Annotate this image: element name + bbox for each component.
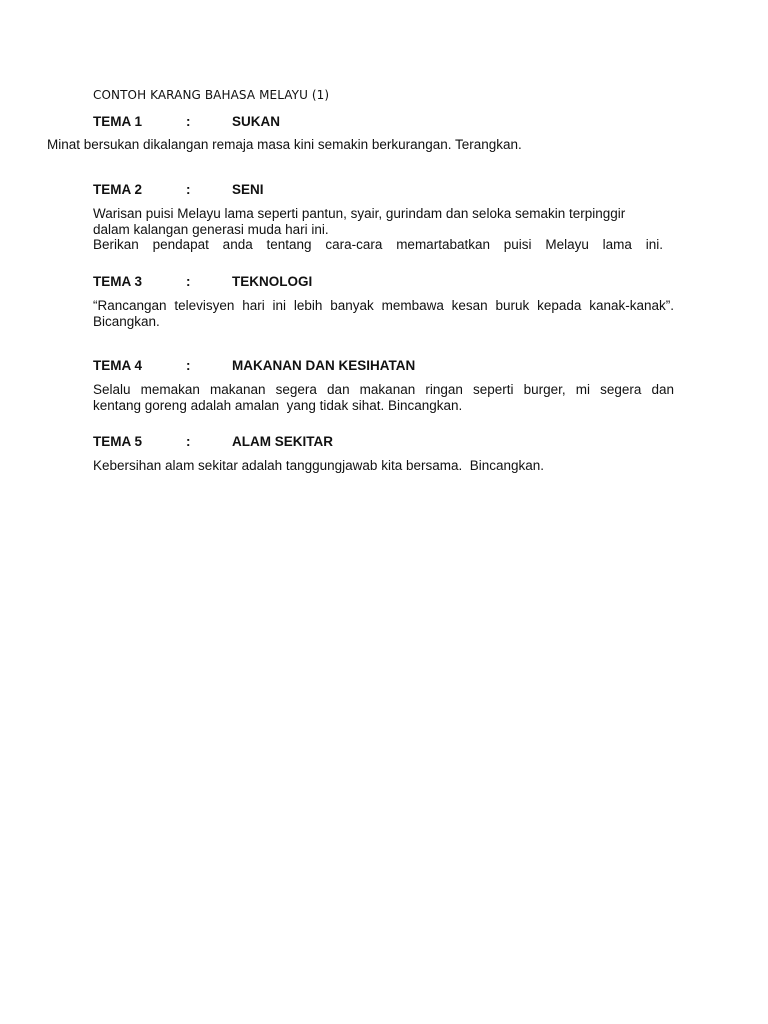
section-heading-tema-2: [93, 182, 693, 200]
section-theme: TEKNOLOGI: [232, 274, 313, 289]
question-line: Warisan puisi Melayu lama seperti pantun, syair, gurindam dan seloka semakin terpinggir: [93, 206, 626, 221]
section-theme: SUKAN: [232, 114, 281, 129]
section-colon: :: [186, 182, 191, 197]
question-line: Selalu memakan makanan segera dan makanan ringan seperti burger, mi segera dan: [93, 382, 674, 397]
section-question-tema-4: [93, 382, 674, 413]
section-colon: :: [186, 358, 191, 373]
section-theme: MAKANAN DAN KESIHATAN: [232, 358, 416, 373]
document-title: CONTOH KARANG BAHASA MELAYU (1): [93, 88, 330, 102]
section-number: TEMA 2: [93, 182, 143, 197]
section-number: TEMA 4: [93, 358, 143, 373]
section-colon: :: [186, 114, 191, 129]
section-number: TEMA 5: [93, 434, 143, 449]
question-line: Minat bersukan dikalangan remaja masa kini semakin berkurangan. Terangkan.: [47, 137, 522, 152]
section-question-tema-1: [47, 137, 707, 153]
question-line: “Rancangan televisyen hari ini lebih banyak membawa kesan buruk kepada kanak-kanak”.: [93, 298, 674, 313]
section-question-tema-3: [93, 298, 674, 329]
section-question-tema-2: [93, 206, 663, 253]
question-line: Bicangkan.: [93, 313, 160, 329]
section-colon: :: [186, 434, 191, 449]
section-theme: SENI: [232, 182, 264, 197]
section-question-tema-5: [93, 458, 674, 474]
question-line: Kebersihan alam sekitar adalah tanggungjawab kita bersama. Bincangkan.: [93, 458, 545, 473]
section-heading-tema-4: [93, 358, 693, 376]
section-heading-tema-1: [93, 114, 693, 132]
section-colon: :: [186, 274, 191, 289]
section-theme: ALAM SEKITAR: [232, 434, 333, 449]
question-line: kentang goreng adalah amalan yang tidak sihat. Bincangkan.: [93, 397, 463, 413]
question-line: dalam kalangan generasi muda hari ini.: [93, 221, 329, 237]
section-heading-tema-3: [93, 274, 693, 292]
question-line: Berikan pendapat anda tentang cara-cara memartabatkan puisi Melayu lama ini.: [93, 237, 663, 252]
section-number: TEMA 1: [93, 114, 143, 129]
section-number: TEMA 3: [93, 274, 143, 289]
section-heading-tema-5: [93, 434, 693, 452]
